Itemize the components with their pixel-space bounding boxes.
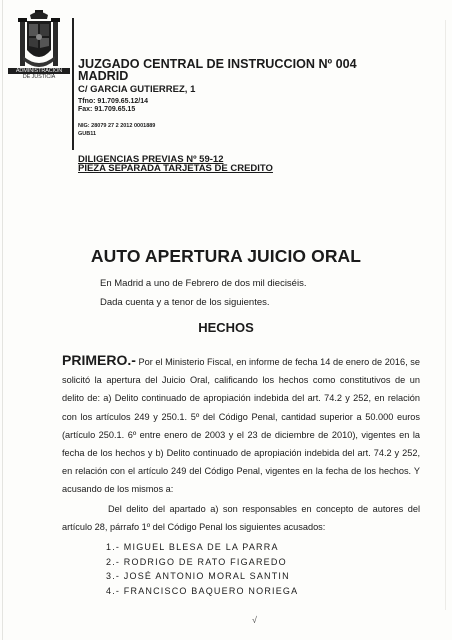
court-address: C/ GARCIA GUTIERREZ, 1	[78, 84, 196, 95]
accused-item: 4.- FRANCISCO BAQUERO NORIEGA	[106, 585, 299, 596]
procedure-number: DILIGENCIAS PREVIAS Nº 59-12	[78, 154, 224, 165]
section-heading: HECHOS	[198, 320, 254, 335]
primero-text: Por el Ministerio Fiscal, en informe de fecha 14 de enero de 2016, se solicitó la apertura del Juicio Oral, calificando los hechos como constitutivos de un delito de: a) Delito continuado de apropiación indebida del art. 74.2 y 252, en relación con los artículos 249 y 250.1. 5º del Código Penal, cantidad superior a 50.000 euros (artículo 250.1. 6º entre enero de 2003 y el 23 de diciembre de 2010), vigentes en la fecha de los hechos y b) Delito continuado de apropiación indebida del art. 74.2 y 252, en relación con el artículo 249 del Código Penal, vigentes en la fecha de los hechos. Y acusando de los mismos a:	[62, 357, 420, 495]
scan-edge-right	[445, 20, 446, 610]
coat-of-arms-icon	[14, 8, 64, 98]
accused-intro-paragraph: Del delito del apartado a) son responsables en concepto de autores del artículo 28, párrafo 1º del Código Penal los siguientes acusados:	[62, 504, 420, 532]
header-vertical-rule	[72, 18, 74, 150]
primero-label: PRIMERO.-	[62, 352, 136, 368]
court-name: JUZGADO CENTRAL DE INSTRUCCION Nº 004	[78, 57, 357, 71]
nig-code: NIG: 28079 27 2 2012 0001889	[78, 123, 156, 129]
dada-cuenta-line: Dada cuenta y a tenor de los siguientes.	[100, 297, 270, 308]
gu-code: GUB11	[78, 131, 97, 137]
accused-item: 2.- RODRIGO DE RATO FIGAREDO	[106, 556, 287, 567]
separate-piece: PIEZA SEPARADA TARJETAS DE CREDITO	[78, 163, 273, 174]
document-title: AUTO APERTURA JUICIO ORAL	[90, 246, 362, 266]
accused-item: 1.- MIGUEL BLESA DE LA PARRA	[106, 542, 279, 552]
opening-line: En Madrid a uno de Febrero de dos mil dieciséis.	[100, 278, 307, 289]
accused-list	[106, 540, 298, 598]
crest-caption-line-2: DE JUSTICIA	[22, 74, 56, 80]
crest-caption-line-1: ADMINISTRACIÓN	[8, 68, 70, 74]
court-city: MADRID	[78, 69, 129, 83]
primero-paragraph	[62, 351, 420, 499]
court-fax: Fax: 91.709.65.15	[78, 106, 136, 113]
page-mark: √	[252, 615, 257, 625]
accused-item: 3.- JOSÉ ANTONIO MORAL SANTIN	[106, 571, 290, 581]
crest-caption	[8, 68, 70, 80]
court-phone: Tfno: 91.709.65.12/14	[78, 98, 149, 105]
